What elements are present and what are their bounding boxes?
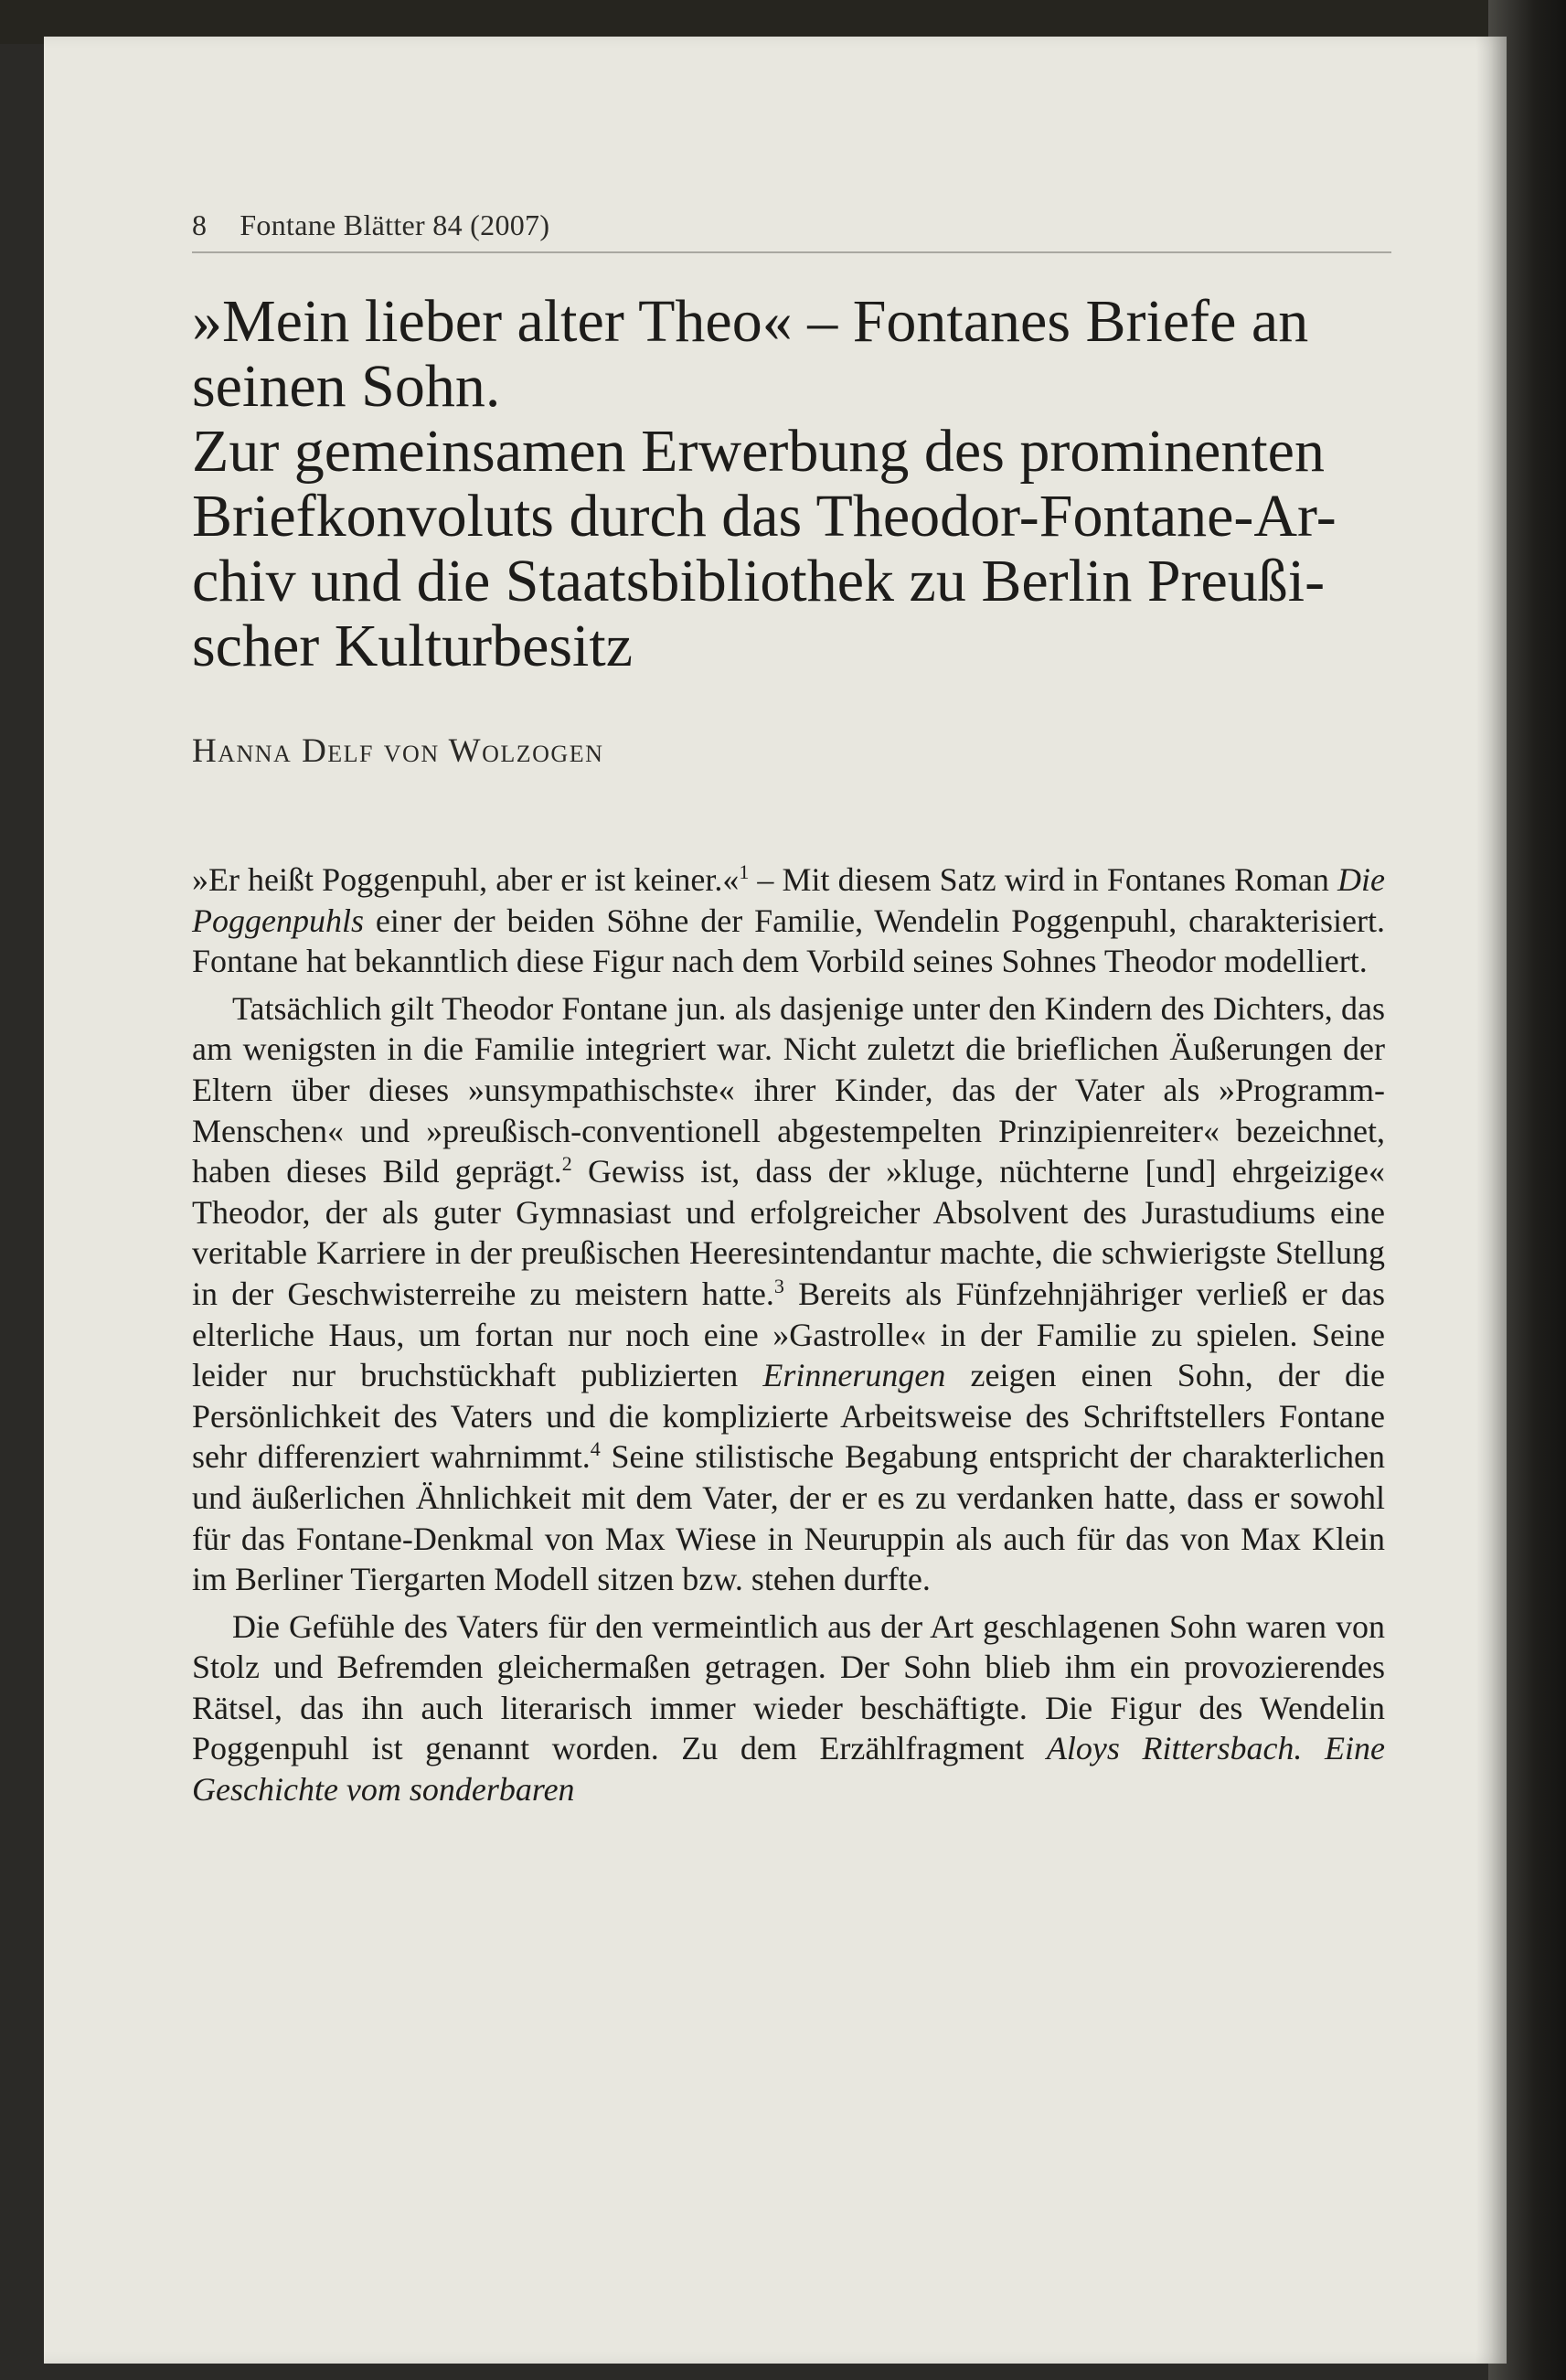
footnote-ref-2[interactable]: 2 [561,1152,572,1176]
text-run: einer der beiden Söhne der Familie, Wendelin Poggenpuhl, charakterisiert. Fontane hat bekanntlich diese Figur nach dem Vorbild seines Sohnes Theodor modelliert. [192,902,1385,980]
text-run: Seine stilistische Begabung entspricht der charakterlichen und äußerlichen Ähnlichkeit mit dem Vater, der er es zu verdanken hatte, dass er sowohl für das Fontane-Denkmal von Max Wiese in Neuruppin als auch für das von Max Klein im Berliner Tiergarten Modell sitzen bzw. stehen durfte. [192,1438,1386,1598]
paragraph-3 [192,1606,1385,1810]
article-title [192,289,1408,678]
title-line: Briefkonvoluts durch das Theodor-Fontane-Ar- [192,483,1337,550]
work-title: Aloys Rittersbach. Eine Geschichte vom sonderbaren [192,1730,1385,1809]
title-line: scher Kulturbesitz [192,613,634,679]
page-number: 8 [192,208,208,241]
journal-title: Fontane Blätter 84 (2007) [240,208,550,241]
running-head [192,208,1391,253]
paragraph-2 [192,988,1385,1600]
title-line: seinen Sohn. [192,353,501,420]
title-line: chiv und die Staatsbibliothek zu Berlin Preußi- [192,548,1326,614]
paragraph-1 [192,859,1385,982]
work-title: Erinnerungen [762,1357,946,1394]
text-run: Die Gefühle des Vaters für den vermeintlich aus der Art geschlagenen Sohn waren von Stolz und Befremden gleichermaßen getragen. Der Sohn blieb ihm ein provozierendes Rätsel, das ihn auch literarisch immer wieder beschäftigte. Die Figur des Wendelin Poggenpuhl ist genannt worden. Zu dem Erzählfragment [192,1607,1385,1767]
text-run: Bereits als Fünfzehnjähriger verließ er das elterliche Haus, um fortan nur noch eine »Gastrolle« in der Familie zu spielen. Seine leider nur bruchstückhaft publizierten [192,1275,1385,1394]
text-run: Gewiss ist, dass der »kluge, nüchterne [und] ehrgeizige« Theodor, der als guter Gymnasiast und erfolgreicher Absolvent des Jurastudiums eine veritable Karriere in der preußischen Heeresintendantur machte, die schwierigste Stellung in der Geschwisterreihe zu meistern hatte. [192,1153,1385,1312]
text-run: Tatsächlich gilt Theodor Fontane jun. als dasjenige unter den Kindern des Dichters, das am wenigsten in die Familie integriert war. Nicht zuletzt die brieflichen Äußerungen der Eltern über dieses »unsympathischste« ihrer Kinder, das der Vater als »Programm-Menschen« und »preußisch-conventionell abgestempelten Prinzipienreiter« bezeichnet, haben dieses Bild geprägt. [192,989,1385,1190]
article-body [192,859,1385,1810]
text-run: zeigen einen Sohn, der die Persönlichkeit des Vaters und die komplizierte Arbeitsweise des Schriftstellers Fontane sehr differenziert wahrnimmt. [192,1357,1385,1476]
title-line: Zur gemeinsamen Erwerbung des prominenten [192,418,1325,485]
footnote-ref-4[interactable]: 4 [590,1437,601,1461]
text-run: – Mit diesem Satz wird in Fontanes Roman [749,861,1338,898]
work-title: Die Poggenpuhls [192,861,1385,939]
footnote-ref-3[interactable]: 3 [773,1274,784,1297]
text-run: »Er heißt Poggenpuhl, aber er ist keiner.« [192,861,740,898]
title-line: »Mein lieber alter Theo« – Fontanes Briefe an [192,288,1309,355]
footnote-ref-1[interactable]: 1 [739,860,750,883]
article-author: Hanna Delf von Wolzogen [192,732,604,770]
page-gutter-shadow [1475,37,1507,2364]
